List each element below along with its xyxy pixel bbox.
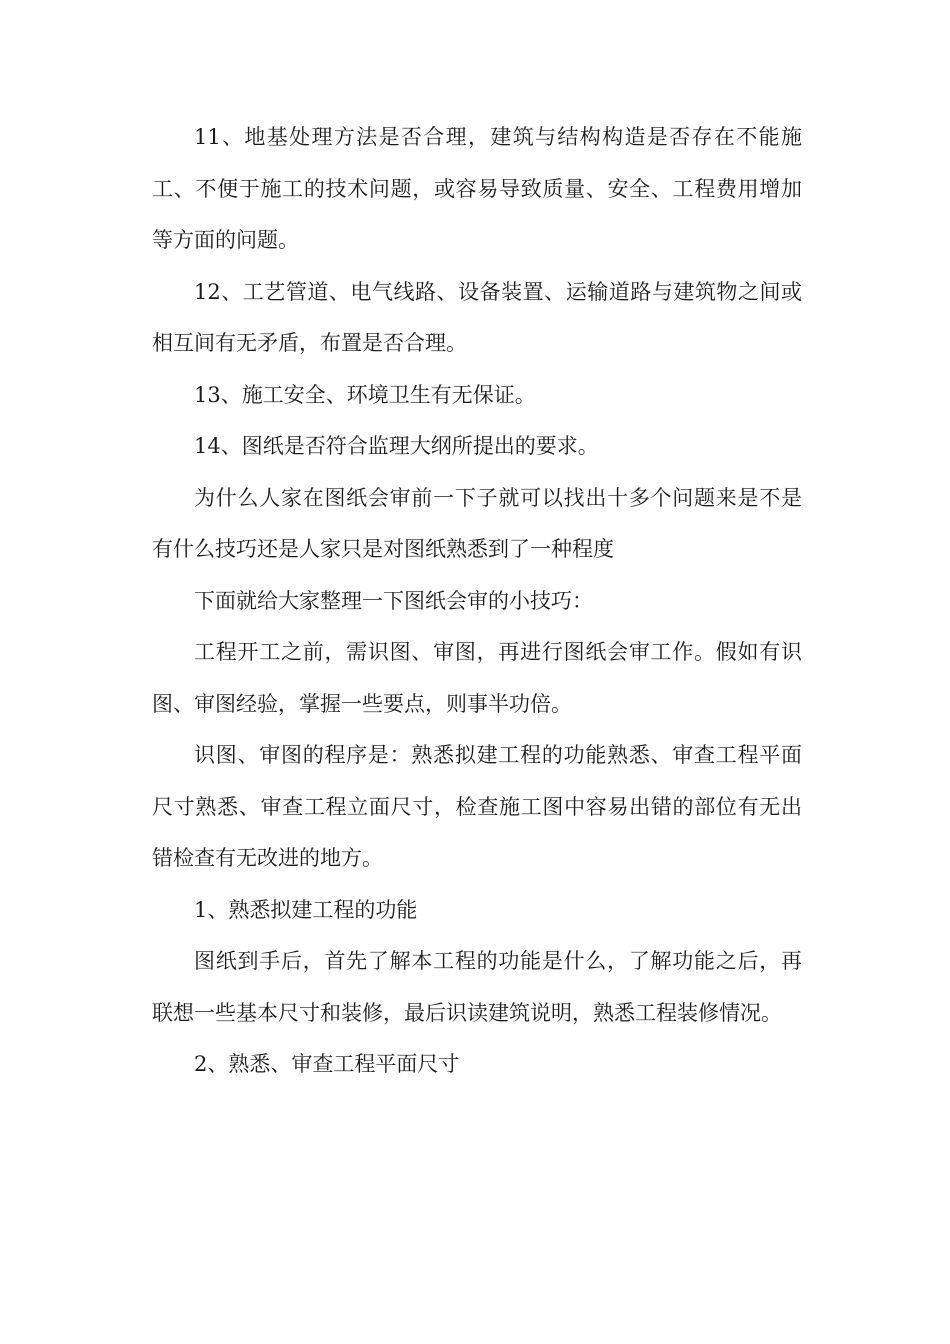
document-page (152, 112, 802, 1091)
paragraph-item-12: 12、工艺管道、电气线路、设备装置、运输道路与建筑物之间或相互间有无矛盾，布置是否合理。 (152, 279, 802, 355)
paragraph-question: 为什么人家在图纸会审前一下子就可以找出十多个问题来是不是有什么技巧还是人家只是对图纸熟悉到了一种程度 (152, 485, 802, 561)
paragraph-item-13: 13、施工安全、环境卫生有无保证。 (194, 382, 536, 407)
section-heading-2: 2、熟悉、审查工程平面尺寸 (194, 1052, 460, 1076)
paragraph-preparation: 工程开工之前，需识图、审图，再进行图纸会审工作。假如有识图、审图经验，掌握一些要点，则事半功倍。 (152, 640, 802, 716)
paragraph-item-14: 14、图纸是否符合监理大纲所提出的要求。 (194, 434, 599, 458)
paragraph-section-1-body: 图纸到手后，首先了解本工程的功能是什么，了解功能之后，再联想一些基本尺寸和装修，最后识读建筑说明，熟悉工程装修情况。 (152, 949, 802, 1025)
paragraph-tips-intro: 下面就给大家整理一下图纸会审的小技巧： (194, 588, 593, 613)
paragraph-procedure: 识图、审图的程序是：熟悉拟建工程的功能熟悉、审查工程平面尺寸熟悉、审查工程立面尺寸，检查施工图中容易出错的部位有无出错检查有无改进的地方。 (152, 743, 802, 870)
paragraph-item-11: 11、地基处理方法是否合理，建筑与结构构造是否存在不能施工、不便于施工的技术问题，或容易导致质量、安全、工程费用增加等方面的问题。 (152, 125, 802, 252)
section-heading-1: 1、熟悉拟建工程的功能 (194, 897, 418, 922)
